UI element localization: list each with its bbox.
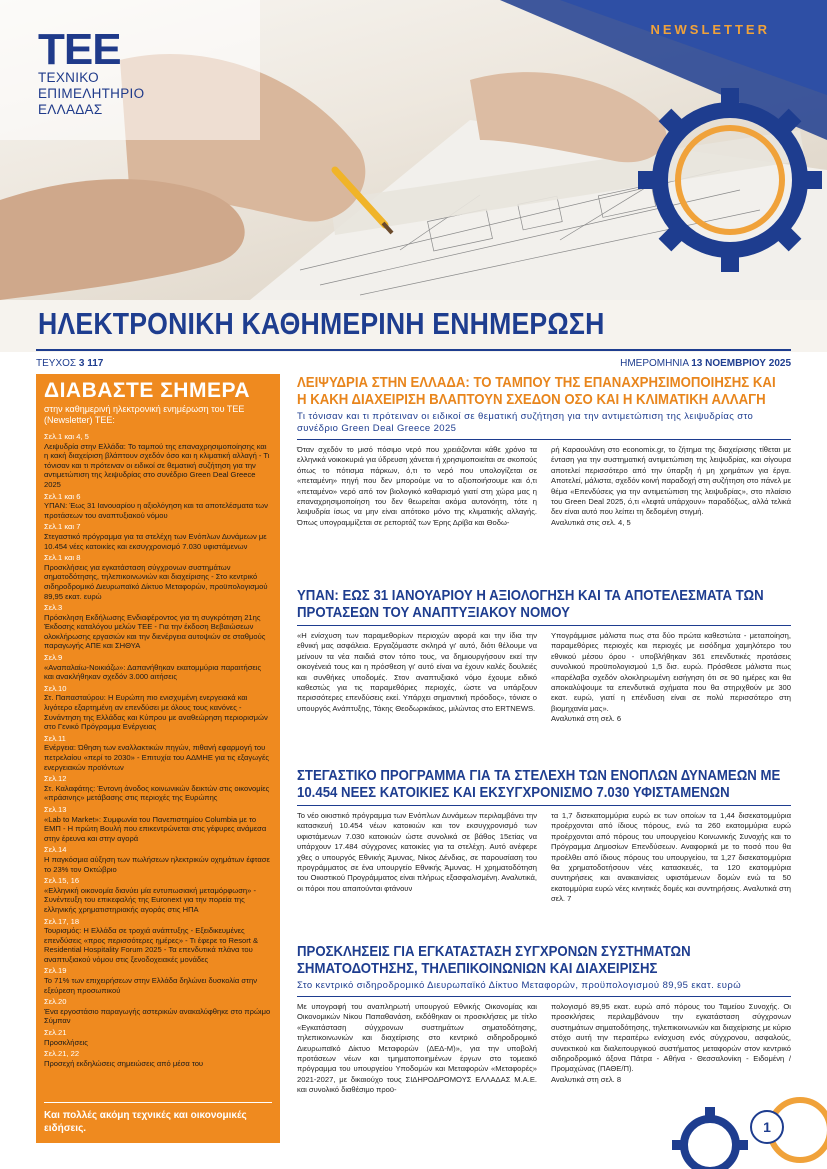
sidebar-item-text: Στεγαστικό πρόγραμμα για τα στελέχη των Ενόπλων Δυνάμεων με 10.454 νέες κατοικίες και εκσυγχρονισμό 7.030 υφιστάμενων xyxy=(44,531,267,551)
article-text: Το νέο οικιστικό πρόγραμμα των Ενόπλων Δυνάμεων περιλαμβάνει την κατασκευή 10.454 νέων κατοικιών και τον εκσυγχρονισμό των υφιστάμενων 7.030 κατοικιών ώστε συνολικά σε βάθος 15ετίας να υπάρχουν 17.484 σύγχρονες κατοικίες για τα στελέχη. Αυτό ανέφερε χθες ο υπουργός Εθνικής Άμυνας, Νίκος Δένδιας, σε παρουσίαση του προγράμματος σε ένα υπουργείο Εθνικής Άμυνας. Η χρηματοδότηση του Οικιστικού Προγράμματος είναι πλήρως εξασφαλισμένη. Αναλυτικά, οι πόροι που απαιτούνται φτάνουν xyxy=(297,811,537,893)
sidebar-item[interactable] xyxy=(44,774,272,803)
article-headline[interactable]: ΣΤΕΓΑΣΤΙΚΟ ΠΡΟΓΡΑΜΜΑ ΓΙΑ ΤΑ ΣΤΕΛΕΧΗ ΤΩΝ ΕΝΟΠΛΩΝ ΔΥΝΑΜΕΩΝ ΜΕ 10.454 ΝΕΕΣ ΚΑΤΟΙΚΙΕΣ ΚΑΙ ΕΚΣΥΓΧΡΟΝΙΣΜΟ 7.030 ΥΦΙΣΤΑΜΕΝΩΝ xyxy=(297,767,781,801)
sidebar-item-text: Τουρισμός: Η Ελλάδα σε τροχιά ανάπτυξης - Εξειδικευμένες επενδύσεις «προς περισσότερες ημέρες» - Τι έφερε το Resort & Residential Hospitality Forum 2025 - Τα επενδυτικά πλάνα του αναπτυξιακού νόμου στις ξενοδοχειακές μονάδες xyxy=(44,926,259,964)
article-page-ref[interactable]: Αναλυτικά στη σελ. 8 xyxy=(551,1074,622,1084)
sidebar-item-text: Στ. Παπασταύρου: Η Ευρώπη πιο ενισχυμένη ενεργειακά και λιγότερο εξαρτημένη αν επενδύσει με όλους τους κανόνες - Συνάντηση της Ελλάδας και Κύπρου με αναθεώρηση περιορισμών στο Γενικό Πρόγραμμα Ενέργειας xyxy=(44,693,268,732)
sidebar-item-page: Σελ.20 xyxy=(44,997,67,1007)
issue-info xyxy=(36,358,103,369)
article-text: πολογισμό 89,95 εκατ. ευρώ από πόρους του Ταμείου Συνοχής. Οι προσκλήσεις περιλαμβάνουν την εγκατάσταση σύγχρονων συστημάτων σηματοδότησης, τηλεπικοινωνιών και διαχείρισης με κύριο στόχο αυτή την περαιτέρω ενίσχυση ενός σύγχρονου, ασφαλούς, συνεκτικού και διαλειτουργικού συστήματος μεταφορών στον κεντρικό σιδηροδρομικό άξονα Πάτρα - Αθήνα - Θεσσαλονίκη - Ειδομένη / Προμαχώνας (ΠΑΘΕ/Π). xyxy=(551,1002,791,1074)
sidebar-item[interactable] xyxy=(44,917,272,965)
sidebar-item-page: Σελ.21, 22 xyxy=(44,1049,80,1059)
date-info xyxy=(620,358,791,369)
newsletter-label: NEWSLETTER xyxy=(650,22,770,37)
issue-number: 3 117 xyxy=(78,358,104,369)
sidebar-item-page: Σελ.1 και 4, 5 xyxy=(44,432,89,441)
article-body xyxy=(297,631,791,725)
sidebar-item[interactable] xyxy=(44,805,272,843)
sidebar-item-page: Σελ.9 xyxy=(44,653,63,663)
article-column-2 xyxy=(551,1002,791,1096)
header-divider xyxy=(36,349,791,351)
sidebar-item[interactable] xyxy=(44,492,272,521)
logo-mark: ΤΕΕ xyxy=(38,25,121,74)
sidebar-item-text: Στ. Καλαφάτης: Έντονη άνοδος κοινωνικών δεικτών στις οικονομίες «πράσινης» μετάβασης στις περιοχές της Ευρώπης xyxy=(44,783,270,803)
sidebar-item-text: «Ελληνική οικονομία διανύει μία εντυπωσιακή μεταμόρφωση» - Συνέντευξη του επικεφαλής της Euronext για την πορεία της ελληνικής χρηματιστηριακής αγοράς στις ΗΠΑ xyxy=(44,885,257,914)
sidebar-item-text: Προσεχή εκδηλώσεις σημειώσεις από μέσα του xyxy=(44,1058,204,1068)
article-text: Όταν σχεδόν το μισό πόσιμο νερό που χρειάζονται κάθε χρόνο τα ελληνικά νοικοκυριά για ύδρευση χάνεται ή χρησιμοποιείται σε σκοπούς όπως το πότισμα πάρκων, ό,τι το νερό που υπολογίζεται σε «πεταμένη» πηγή που δεν μπορούμε να το αξιοποιήσουμε και ό,τι «πεταμένο» νερό από τον βιολογικό καθαρισμό γιατί στη χώρα μας η επαναχρησιμοποίηση του δεν θεωρείται ακόμα αυτονόητη, τότε η λειψυδρία ίσως να μην είναι απότοκο μόνο της κλιματικής αλλαγής. Όπως υπογραμμίζεται σε ρεπορτάζ των Έρης Δρίβα και Θοδω- xyxy=(297,445,537,527)
sidebar-item-page: Σελ.1 και 8 xyxy=(44,553,81,563)
sidebar-title: ΔΙΑΒΑΣΤΕ ΣΗΜΕΡΑ xyxy=(44,379,251,402)
header xyxy=(0,0,827,352)
article-water-scarcity xyxy=(297,375,791,528)
article-page-ref[interactable]: Αναλυτικά στις σελ. 4, 5 xyxy=(551,517,631,527)
sidebar-item-text: Ένα εργοστάσιο παραγωγής αστερικών ανακαλύφθηκε στο πρώιμο Σύμπαν xyxy=(44,1006,271,1026)
sidebar-item-text: «Lab to Market»: Συμφωνία του Πανεπιστημίου Columbia με το ΕΜΠ - Η πρώτη Βουλή που επικεντρώνεται στις γέφυρες ανάμεσα στην έρευνα και στην αγορά xyxy=(44,814,267,843)
article-column-1 xyxy=(297,631,537,725)
logo-line-3: ΕΛΛΑΔΑΣ xyxy=(38,102,103,117)
sidebar-item-page: Σελ.14 xyxy=(44,845,67,855)
sidebar-item-text: Προσκλήσεις για εγκατάσταση σύγχρονων συστημάτων σηματοδότησης, τηλεπικοινωνιών και διαχείρισης - Στο κεντρικό σιδηροδρομικό Διευρωπαϊκό Δίκτυο Μεταφορών, προϋπολογισμού 89,95 εκατ. ευρώ xyxy=(44,562,268,601)
sidebar-item-page: Σελ.19 xyxy=(44,966,67,976)
date-value: 13 ΝΟΕΜΒΡΙΟΥ 2025 xyxy=(691,358,791,369)
article-armed-forces-housing xyxy=(297,768,791,905)
sidebar-item[interactable] xyxy=(44,1028,272,1047)
article-column-1 xyxy=(297,445,537,528)
issue-bar xyxy=(36,356,791,372)
article-body xyxy=(297,1002,791,1096)
sidebar-item-text: Λειψυδρία στην Ελλάδα: Το ταμπού της επαναχρησιμοποίησης και η κακή διαχείριση βλάπτουν σχεδόν όσο και η κλιματική αλλαγή - Τι τόνισαν και τι πρότειναν οι ειδικοί σε θεματική συζήτηση για την αντιμετώπιση της λειψυδρίας στο συνέδριο Green Deal Greece 2025 xyxy=(44,441,270,489)
sidebar-item-page: Σελ.11 xyxy=(44,733,66,743)
sidebar-item[interactable] xyxy=(44,966,272,995)
sidebar-item[interactable] xyxy=(44,845,272,874)
article-subhead: Τι τόνισαν και τι πρότειναν οι ειδικοί σε θεματική συζήτηση για την αντιμετώπιση της λειψυδρίας στο συνέδριο Green Deal Greece 2025 xyxy=(297,411,754,434)
article-subhead: Στο κεντρικό σιδηροδρομικό Διευρωπαϊκό Δίκτυο Μεταφορών, προϋπολογισμού 89,95 εκατ. ευρώ xyxy=(297,980,742,991)
sidebar-item[interactable] xyxy=(44,1049,272,1068)
article-column-1 xyxy=(297,1002,537,1096)
article-column-1 xyxy=(297,811,537,905)
page-number: 1 xyxy=(750,1110,784,1144)
article-text: Υπογράμμισε μάλιστα πως στα δύο πρώτα καθεστώτα - μεταποίηση, παραμεθόριες περιοχές και περιοχές με εισόδημα χαμηλότερο του εθνικού μέσου όρου - υποβλήθηκαν 361 επενδυτικές προτάσεις συνολικού προϋπολογισμού 1,5 δισ. ευρώ. Πρόσθεσε μάλιστα πως «παρέλαβα σχεδόν ολοκληρωμένη εισήγηση ότι σε 90 ημέρες και θα αποκαλύψουμε τα επενδυτικά σχήματα που θα στηριχθούν με 300 εκατ. ευρώ, γιατί η επένδυση είναι σε πολύ περισσότερο στη βιομηχανία μας». xyxy=(551,631,791,713)
logo-line-2: ΕΠΙΜΕΛΗΤΗΡΙΟ xyxy=(38,86,145,101)
sidebar-item-text: Πρόσκληση Εκδήλωσης Ενδιαφέροντος για τη συγκρότηση 21ης Έκδοσης καταλόγου μελών ΤΕΕ - Για την έκδοση Βεβαιώσεων ολοκλήρωσης εργασιών και την διενέργεια αυτοψιών σε σταθμούς παραγωγής ΑΠΕ και ΣΗΘΥΑ xyxy=(44,612,266,651)
sidebar-footer-divider xyxy=(44,1102,272,1103)
article-column-2 xyxy=(551,445,791,528)
sidebar-item-text: Το 71% των επιχειρήσεων στην Ελλάδα δηλώνει δυσκολία στην εξεύρεση προσωπικού xyxy=(44,976,258,995)
sidebar-item-text: Ενέργεια: Ώθηση των εναλλακτικών πηγών, πιθανή εφαρμογή του πετρελαίου «περί το 2030» - Επιτυχία του ΑΔΜΗΕ για τις εξαγωγές ενεργειακών προϊόντων xyxy=(44,743,270,772)
tee-logo xyxy=(38,25,145,118)
article-column-2 xyxy=(551,631,791,725)
article-headline[interactable]: ΥΠΑΝ: ΕΩΣ 31 ΙΑΝΟΥΑΡΙΟΥ Η ΑΞΙΟΛΟΓΗΣΗ ΚΑΙ ΤΑ ΑΠΟΤΕΛΕΣΜΑΤΑ ΤΩΝ ΠΡΟΤΑΣΕΩΝ ΤΟΥ ΑΝΑΠΤΥΞΙΑΚΟΥ ΝΟΜΟΥ xyxy=(297,587,764,621)
sidebar-item[interactable] xyxy=(44,522,272,551)
article-text: τα 1,7 δισεκατομμύρια ευρώ εκ των οποίων τα 1,44 δισεκατομμύρια προέρχονται από ίδιους πόρους, ενώ τα 260 εκατομμύρια ευρώ προέρχονται από πόρους του υπουργείου Κοινωνικής Συνοχής και το Πρόγραμμα Δημοσίων Επενδύσεων. Αναφορικά με το ποσό που θα προέλθει από ίδιους πόρους του υπουργείου, τα 1,27 δισεκατομμύρια θα χρηματοδοτήσουν νέες κατασκευές, τα 120 εκατομμύρια συντηρήσεις και ανακαινίσεις υφιστάμενων δομών ενώ τα 50 εκατομμύρια ευρώ νέες κινητικές δομές και συντηρήσεις. Αναλυτικά στη σελ. 7 xyxy=(551,811,791,904)
sidebar-item[interactable] xyxy=(44,432,272,490)
sidebar-item-page: Σελ.15, 16 xyxy=(44,876,80,886)
sidebar-item-page: Σελ.12 xyxy=(44,774,67,784)
logo-line-1: ΤΕΧΝΙΚΟ xyxy=(38,70,99,85)
sidebar-item-page: Σελ.10 xyxy=(44,683,67,693)
article-divider xyxy=(297,439,791,440)
article-column-2 xyxy=(551,811,791,905)
sidebar-item[interactable] xyxy=(44,603,272,651)
sidebar-item[interactable] xyxy=(44,653,272,682)
sidebar-item-text: Η παγκόσμια αύξηση των πωλήσεων ηλεκτρικών οχημάτων έφτασε το 23% τον Οκτώβριο xyxy=(44,854,270,874)
sidebar-item[interactable] xyxy=(44,876,272,914)
sidebar-item-text: Προσκλήσεις xyxy=(44,1037,88,1047)
article-headline[interactable]: ΠΡΟΣΚΛΗΣΕΙΣ ΓΙΑ ΕΓΚΑΤΑΣΤΑΣΗ ΣΥΓΧΡΟΝΩΝ ΣΥΣΤΗΜΑΤΩΝ ΣΗΜΑΤΟΔΟΤΗΣΗΣ, ΤΗΛΕΠΙΚΟΙΝΩΝΙΩΝ ΚΑΙ ΔΙΑΧΕΙΡΙΣΗΣ xyxy=(297,943,691,977)
article-railway-signalling xyxy=(297,944,791,1096)
article-divider xyxy=(297,805,791,806)
article-text: Με υπογραφή του αναπληρωτή υπουργού Εθνικής Οικονομίας και Οικονομικών Νίκου Παπαθανάση, εκδόθηκαν οι προσκλήσεις με τίτλο «Εγκατάσταση σύγχρονων συστημάτων σηματοδότησης, τηλεπικοινωνιών και διαχείρισης στο κεντρικό σιδηροδρομικό Διευρωπαϊκό Δίκτυο Μεταφορών (ΔΕΔ-Μ)», για την υποβολή προτάσεων νέων και τμηματοποιημένων έργων στο τομεακό πρόγραμμα του υπουργείου Υποδομών και Μεταφορών «Μεταφορές» 2021-2027, με δικαιούχο τους ΣΙΔΗΡΟΔΡΟΜΟΥΣ ΕΛΛΑΔΑΣ Μ.Α.Ε. και συνολικό διαθέσιμο προϋ- xyxy=(297,1002,537,1095)
sidebar-footer: Και πολλές ακόμη τεχνικές και οικονομικές ειδήσεις. xyxy=(44,1110,247,1134)
sidebar-item-page: Σελ.1 και 7 xyxy=(44,522,81,532)
gear-icon xyxy=(630,80,827,280)
article-page-ref[interactable]: Αναλυτικά στη σελ. 6 xyxy=(551,714,622,724)
sidebar-subtitle: στην καθημερινή ηλεκτρονική ενημέρωση του ΤΕΕ (Newsletter) ΤΕΕ: xyxy=(44,404,245,425)
article-divider xyxy=(297,996,791,997)
sidebar-item-page: Σελ.21 xyxy=(44,1028,67,1038)
issue-label: ΤΕΥΧΟΣ xyxy=(36,358,77,369)
sidebar-item-page: Σελ.1 και 6 xyxy=(44,491,81,501)
sidebar-item[interactable] xyxy=(44,684,272,732)
sidebar-list xyxy=(44,432,272,1068)
sidebar-item-page: Σελ.17, 18 xyxy=(44,916,80,926)
article-text: ρή Καραουλάνη στο economix.gr, το ζήτημα της διαχείρισης τίθεται με ένταση για την συστηματική αντιμετώπιση της λειψυδρίας, και σίγουρα αποτελεί περισσότερο από την ύπαρξη ή μη χρημάτων για έργα. Αποτελεί, μάλιστα, σχεδόν κοινή παραδοχή στη συζήτηση στο πάνελ με θέμα «Επενδύσεις για την αντιμετώπιση της λειψυδρίας», στο πλαίσιο του Green Deal 2025, ό,τι «λεφτά υπάρχουν» παραδόξως, αλλά τελικά δεν είναι αυτό που λείπει τη δεδομένη στιγμή. xyxy=(551,445,791,517)
sidebar-contents xyxy=(36,374,280,1143)
sidebar-item[interactable] xyxy=(44,997,272,1026)
article-body xyxy=(297,445,791,528)
sidebar-item-page: Σελ.13 xyxy=(44,804,67,814)
article-headline[interactable]: ΛΕΙΨΥΔΡΙΑ ΣΤΗΝ ΕΛΛΑΔΑ: ΤΟ ΤΑΜΠΟΥ ΤΗΣ ΕΠΑΝΑΧΡΗΣΙΜΟΠΟΙΗΣΗΣ ΚΑΙ Η ΚΑΚΗ ΔΙΑΧΕΙΡΙΣΗ ΒΛΑΠΤΟΥΝ ΣΧΕΔΟΝ ΟΣΟ ΚΑΙ Η ΚΛΙΜΑΤΙΚΗ ΑΛΛΑΓΗ xyxy=(297,374,776,408)
article-body xyxy=(297,811,791,905)
sidebar-item-page: Σελ.3 xyxy=(44,603,63,613)
sidebar-item[interactable] xyxy=(44,734,272,772)
article-text: «Η ενίσχυση των παραμεθορίων περιοχών αφορά και την ίδια την εθνική μας ασφάλεια. Εργαζόμαστε σκληρά γι' αυτό, διότι θέλουμε να μείνουν τα νέα παιδιά στον τόπο τους, να δημιουργήσουν εκεί την οικογένειά τους και η πρόσθεση γι' αυτό είναι να έχουν καλές δουλειές και συνθήκες υποδομές. Στον αναπτυξιακό νόμο έχουμε ειδικό καθεστώς για τις παραμεθόριες περιοχές, ώστε να υπάρξουν περισσότερες επενδύσεις εκεί. Υπάρχει σημαντική πρόοδος», τόνισε ο υπουργός Ανάπτυξης, Τάκης Θεοδωρικάκος, μιλώντας στο ERTNEWS. xyxy=(297,631,537,713)
date-label: ΗΜΕΡΟΜΗΝΙΑ xyxy=(620,358,689,369)
gear-icon xyxy=(650,1090,827,1169)
sidebar-item-text: «Αναπαλαίω-Νοικιάζω»: Δαπανήθηκαν εκατομμύρια παραιτήσεις και ανακλήθηκαν σχεδόν 3.000 αιτήσεις xyxy=(44,662,262,682)
sidebar-item-text: ΥΠΑΝ: Έως 31 Ιανουαρίου η αξιολόγηση και τα αποτελέσματα των προτάσεων του αναπτυξιακού νόμου xyxy=(44,501,268,520)
article-development-law xyxy=(297,588,791,725)
sidebar-item[interactable] xyxy=(44,553,272,601)
article-divider xyxy=(297,625,791,626)
page-title: ΗΛΕΚΤΡΟΝΙΚΗ ΚΑΘΗΜΕΡΙΝΗ ΕΝΗΜΕΡΩΣΗ xyxy=(38,306,605,341)
